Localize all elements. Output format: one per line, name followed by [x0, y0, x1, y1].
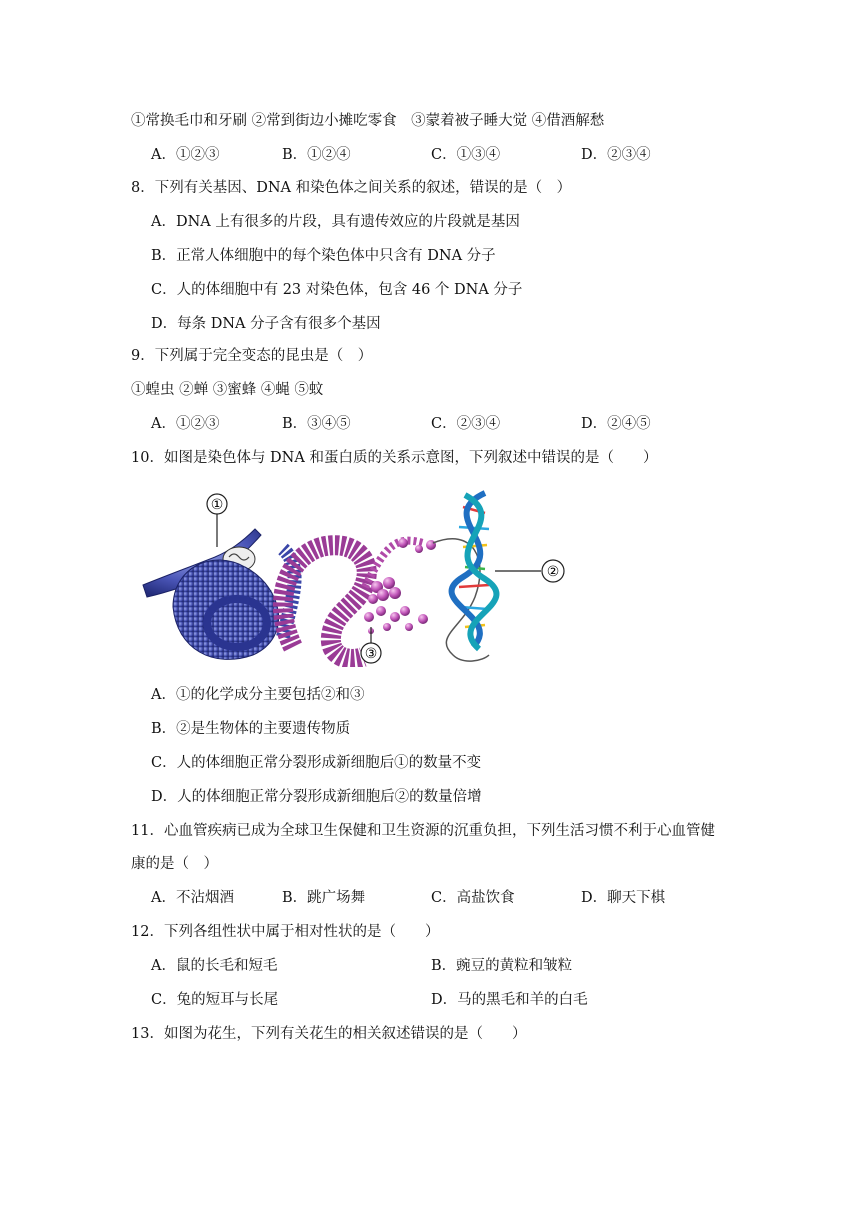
- q9-option-c: C．②③④: [431, 416, 501, 432]
- q12-option-c: C．兔的短耳与长尾: [151, 992, 279, 1008]
- q10-option-c: C．人的体细胞正常分裂形成新细胞后①的数量不变: [151, 755, 482, 771]
- q12-option-d: D．马的黑毛和羊的白毛: [431, 992, 588, 1008]
- q8-stem: 8．下列有关基因、DNA 和染色体之间关系的叙述，错误的是（ ）: [131, 180, 572, 196]
- q13-stem: 13．如图为花生，下列有关花生的相关叙述错误的是（ ）: [131, 1026, 527, 1042]
- q7-option-d: D．②③④: [581, 147, 651, 163]
- q8-option-b: B．正常人体细胞中的每个染色体中只含有 DNA 分子: [151, 248, 496, 264]
- label-2: ②: [546, 564, 560, 580]
- q12-option-a: A．鼠的长毛和短毛: [151, 958, 278, 974]
- q8-option-c: C．人的体细胞中有 23 对染色体，包含 46 个 DNA 分子: [151, 282, 523, 298]
- solenoid-fiber: [283, 541, 423, 659]
- label-1: ①: [210, 497, 224, 513]
- q12-stem: 12．下列各组性状中属于相对性状的是（ ）: [131, 924, 440, 940]
- q9-stem: 9．下列属于完全变态的昆虫是（ ）: [131, 348, 373, 364]
- q11-stem-line1: 11．心血管疾病已成为全球卫生保健和卫生资源的沉重负担，下列生活习惯不利于心血管健: [131, 823, 715, 839]
- q10-option-a: A．①的化学成分主要包括②和③: [151, 687, 365, 703]
- q9-items: ①蝗虫 ②蝉 ③蜜蜂 ④蝇 ⑤蚊: [131, 382, 324, 398]
- q8-option-a: A．DNA 上有很多的片段，具有遗传效应的片段就是基因: [151, 214, 520, 230]
- label-3: ③: [364, 646, 378, 662]
- label-1-callout: [207, 494, 227, 547]
- q10-option-d: D．人的体细胞正常分裂形成新细胞后②的数量倍增: [151, 789, 482, 805]
- q11-stem-line2: 康的是（ ）: [131, 856, 218, 872]
- q8-option-d: D．每条 DNA 分子含有很多个基因: [151, 316, 381, 332]
- q7-option-b: B．①②④: [282, 147, 351, 163]
- q7-option-a: A．①②③: [151, 147, 220, 163]
- q7-items: ①常换毛巾和牙刷 ②常到街边小摊吃零食 ③蒙着被子睡大觉 ④借酒解愁: [131, 113, 605, 129]
- q7-option-c: C．①③④: [431, 147, 501, 163]
- q10-stem: 10．如图是染色体与 DNA 和蛋白质的关系示意图，下列叙述中错误的是（ ）: [131, 450, 658, 466]
- q11-option-d: D．聊天下棋: [581, 890, 666, 906]
- label-3-callout: [361, 627, 381, 663]
- q9-option-b: B．③④⑤: [282, 416, 351, 432]
- q10-option-b: B．②是生物体的主要遗传物质: [151, 721, 351, 737]
- q12-option-b: B．豌豆的黄粒和皱粒: [431, 958, 573, 974]
- label-2-callout: [495, 560, 564, 582]
- histone-proteins: [364, 538, 436, 634]
- q11-option-b: B．跳广场舞: [282, 890, 366, 906]
- q9-option-d: D．②④⑤: [581, 416, 651, 432]
- dna-double-helix: [452, 493, 497, 649]
- q9-option-a: A．①②③: [151, 416, 220, 432]
- q11-option-c: C．高盐饮食: [431, 890, 515, 906]
- q11-option-a: A．不沾烟酒: [151, 890, 234, 906]
- chromosome-dna-protein-figure: [133, 487, 583, 667]
